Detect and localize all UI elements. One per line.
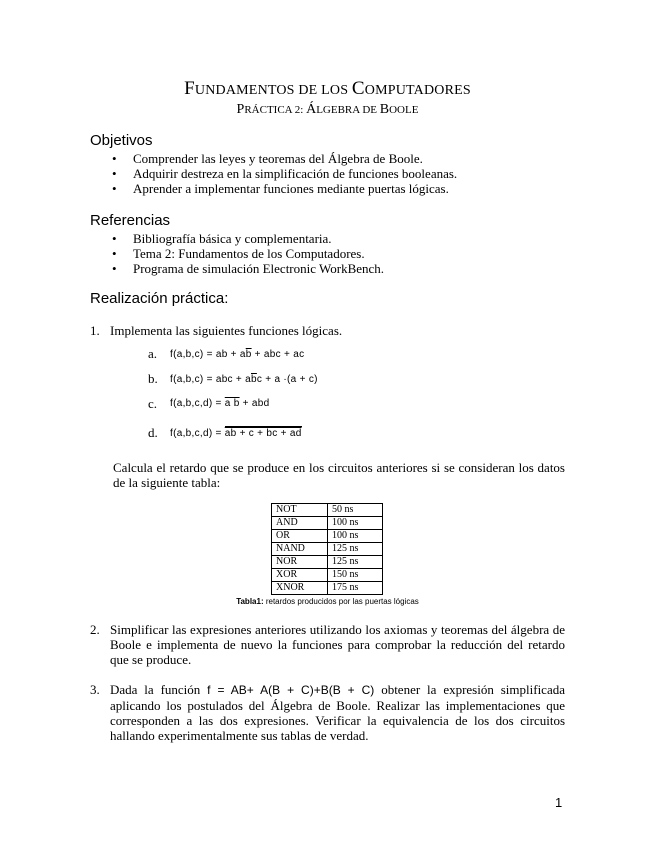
delays-table bbox=[271, 503, 383, 595]
referencia-item: • Bibliografía básica y complementaria. bbox=[112, 231, 332, 246]
table-row: AND 100 ns bbox=[272, 517, 383, 530]
table-row: NOT 50 ns bbox=[272, 504, 383, 517]
item-text: Dada la función f = AB+ A(B + C)+B(B + C) obtener la expresión simplificada aplicando los postulados del Álgebra de Boole. Realizar las implementaciones que corresponden a las dos expresiones. Verificar la equivalencia de los dos circuitos hallando experimentalmente sus tablas de verdad. bbox=[110, 682, 565, 743]
section-heading-realizacion: Realización práctica: bbox=[90, 290, 229, 307]
equation: f(a,b,c,d) = a b + abd bbox=[170, 398, 270, 409]
item-text: Simplificar las expresiones anteriores utilizando los axiomas y teoremas del álgebra de Boole e implementa de nuevo la funciones para comprobar la reducción del retardo que se produce. bbox=[110, 622, 565, 667]
referencia-item: • Tema 2: Fundamentos de los Computadores. bbox=[112, 246, 365, 261]
objetivo-item: • Comprender las leyes y teoremas del Álgebra de Boole. bbox=[112, 151, 423, 166]
equation-label: d. bbox=[148, 425, 158, 440]
page-number: 1 bbox=[555, 795, 563, 810]
objetivo-item: • Aprender a implementar funciones mediante puertas lógicas. bbox=[112, 181, 449, 196]
equation: f(a,b,c) = abc + $a\overline{b}c + a \cdot(a + c)$ bbox=[170, 374, 318, 385]
item-number: 3. bbox=[90, 682, 100, 697]
section-heading-objetivos: Objetivos bbox=[90, 132, 153, 149]
item-number: 1. bbox=[90, 323, 100, 338]
section-heading-referencias: Referencias bbox=[90, 212, 171, 229]
item-text: Implementa las siguientes funciones lógicas. bbox=[110, 323, 343, 338]
referencia-item: • Programa de simulación Electronic WorkBench. bbox=[112, 261, 385, 276]
table-row: NOR 125 ns bbox=[272, 556, 383, 569]
page-subtitle: PRÁCTICA 2: ÁLGEBRA DE BOOLE bbox=[236, 102, 419, 117]
equation: f(a,b,c,d) = ab + c + bc + ad bbox=[170, 428, 302, 439]
table-row: XNOR 175 ns bbox=[272, 582, 383, 595]
table-row: NAND 125 ns bbox=[272, 543, 383, 556]
table-caption: Tabla1: retardos producidos por las puertas lógicas bbox=[236, 597, 419, 606]
table-row: OR 100 ns bbox=[272, 530, 383, 543]
equation-label: a. bbox=[148, 346, 158, 361]
equation-label: c. bbox=[148, 396, 158, 411]
equation-label: b. bbox=[148, 371, 158, 386]
page-title: FUNDAMENTOS DE LOS COMPUTADORES bbox=[184, 78, 471, 99]
item-number: 2. bbox=[90, 622, 100, 637]
equation: f(a,b,c) = ab + $a\overline{b}$ + abc + ac bbox=[170, 349, 305, 360]
table-row: XOR 150 ns bbox=[272, 569, 383, 582]
objetivo-item: • Adquirir destreza en la simplificación de funciones booleanas. bbox=[112, 166, 458, 181]
delay-description: Calcula el retardo que se produce en los circuitos anteriores si se consideran los datos de la siguiente tabla: bbox=[113, 460, 565, 490]
